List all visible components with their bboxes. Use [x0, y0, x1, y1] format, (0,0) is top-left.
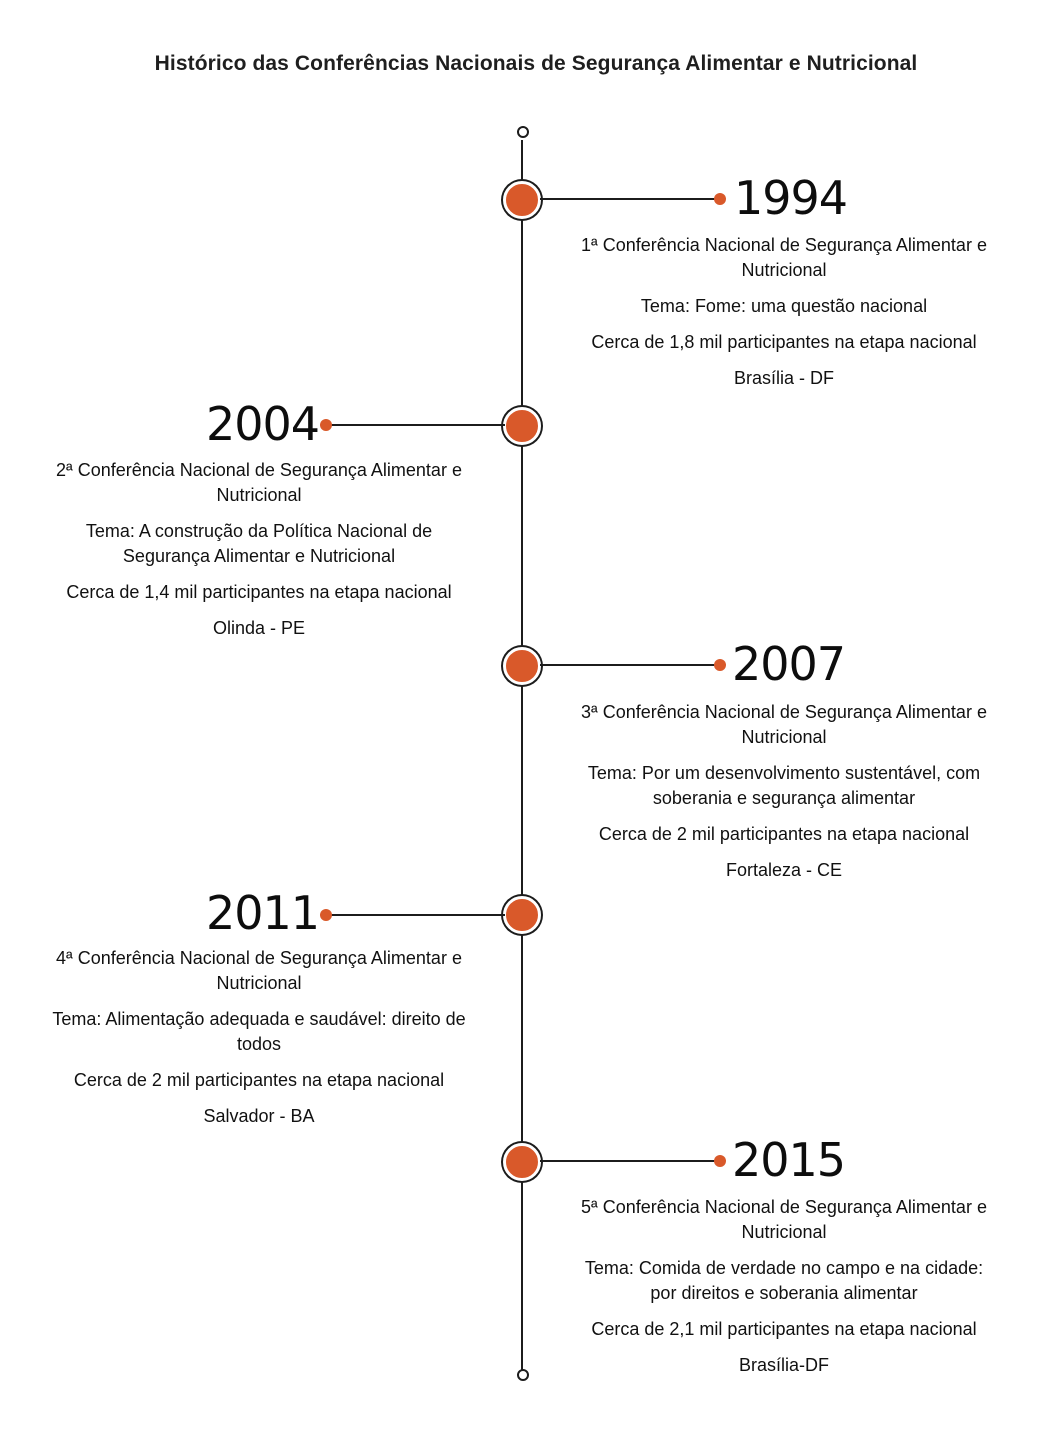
timeline-node-2004	[503, 407, 541, 445]
timeline-axis	[521, 140, 523, 1372]
event-conference: 3ª Conferência Nacional de Segurança Alimentar e Nutricional	[581, 702, 987, 747]
connector-2004	[330, 424, 505, 426]
connector-1994	[540, 198, 716, 200]
event-location: Brasília - DF	[733, 368, 834, 388]
timeline-node-1994	[503, 181, 541, 219]
connector-2011	[330, 914, 505, 916]
event-details-1994	[574, 233, 994, 402]
event-year-2015: 2015	[732, 1133, 846, 1187]
event-location: Olinda - PE	[212, 618, 306, 638]
event-year-2011: 2011	[206, 886, 320, 940]
event-theme: Tema: Por um desenvolvimento sustentável, com soberania e segurança alimentar	[587, 763, 981, 808]
event-theme: Tema: Comida de verdade no campo e na cidade: por direitos e soberania alimentar	[584, 1258, 984, 1303]
event-details-2011	[49, 946, 469, 1140]
connector-dot-2004	[320, 419, 332, 431]
connector-dot-2011	[320, 909, 332, 921]
event-details-2015	[574, 1195, 994, 1389]
event-details-2007	[574, 700, 994, 894]
event-conference: 1ª Conferência Nacional de Segurança Alimentar e Nutricional	[581, 235, 987, 280]
timeline-node-2015	[503, 1143, 541, 1181]
connector-dot-2007	[714, 659, 726, 671]
event-year-1994: 1994	[734, 171, 848, 225]
event-participants: Cerca de 1,4 mil participantes na etapa nacional	[66, 582, 452, 602]
timeline-node-2007	[503, 647, 541, 685]
connector-2015	[540, 1160, 716, 1162]
connector-dot-2015	[714, 1155, 726, 1167]
timeline-end-cap	[517, 1369, 529, 1381]
connector-2007	[540, 664, 716, 666]
event-details-2004	[49, 458, 469, 652]
timeline-title: Histórico das Conferências Nacionais de Segurança Alimentar e Nutricional	[154, 52, 918, 75]
timeline-node-2011	[503, 896, 541, 934]
event-theme: Tema: Fome: uma questão nacional	[640, 296, 928, 316]
event-participants: Cerca de 2,1 mil participantes na etapa nacional	[591, 1319, 977, 1339]
event-participants: Cerca de 2 mil participantes na etapa nacional	[73, 1070, 445, 1090]
event-theme: Tema: A construção da Política Nacional de Segurança Alimentar e Nutricional	[85, 521, 433, 566]
event-year-2007: 2007	[732, 637, 846, 691]
event-participants: Cerca de 2 mil participantes na etapa nacional	[598, 824, 970, 844]
event-conference: 4ª Conferência Nacional de Segurança Alimentar e Nutricional	[56, 948, 462, 993]
event-conference: 2ª Conferência Nacional de Segurança Alimentar e Nutricional	[56, 460, 462, 505]
event-location: Salvador - BA	[203, 1106, 315, 1126]
timeline-start-cap	[517, 126, 529, 138]
event-conference: 5ª Conferência Nacional de Segurança Alimentar e Nutricional	[581, 1197, 987, 1242]
connector-dot-1994	[714, 193, 726, 205]
event-location: Brasília-DF	[738, 1355, 829, 1375]
event-location: Fortaleza - CE	[725, 860, 843, 880]
event-theme: Tema: Alimentação adequada e saudável: direito de todos	[52, 1009, 466, 1054]
event-participants: Cerca de 1,8 mil participantes na etapa nacional	[591, 332, 977, 352]
event-year-2004: 2004	[206, 397, 320, 451]
